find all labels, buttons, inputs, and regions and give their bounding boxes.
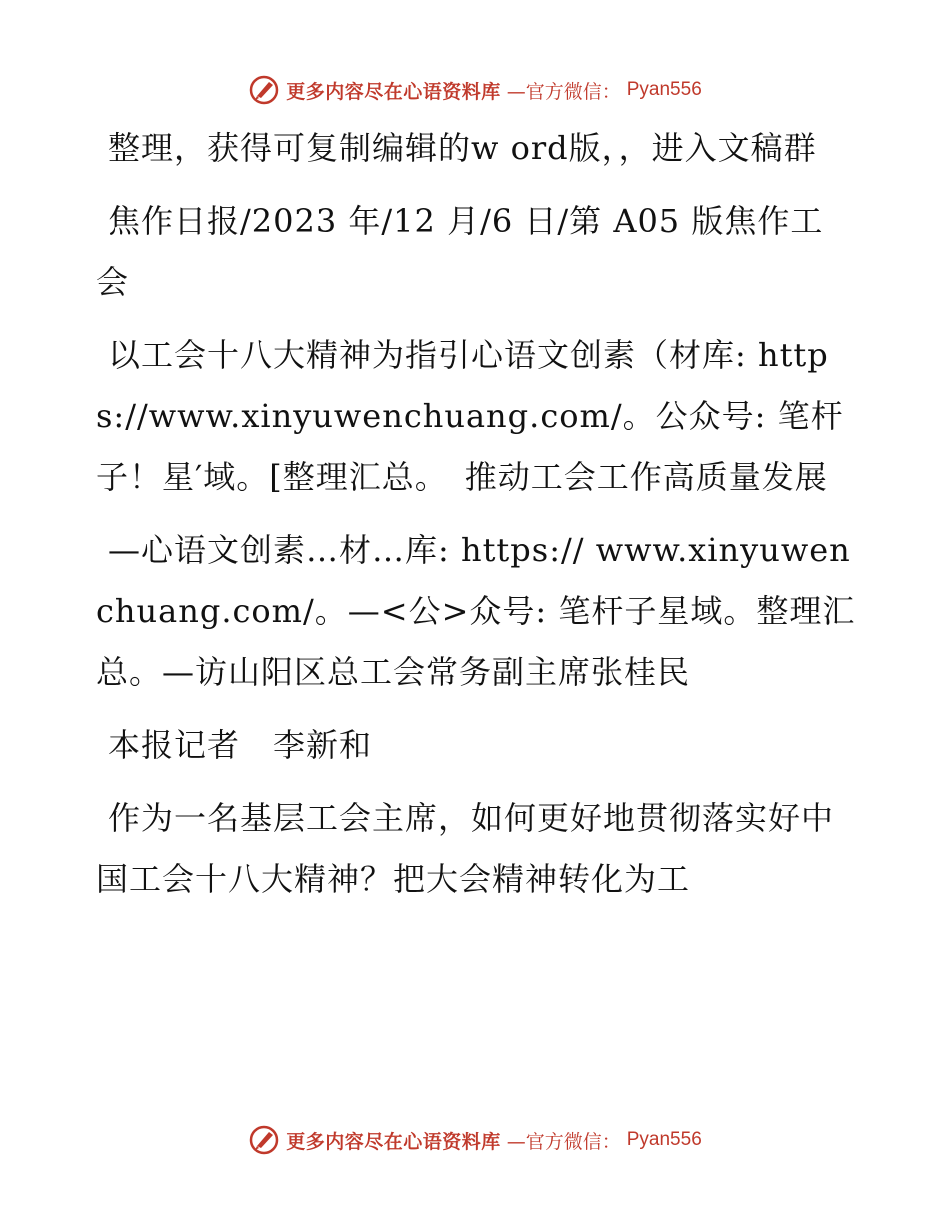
paragraph-intro: 整理，获得可复制编辑的w ord版，，进入文稿群: [108, 129, 817, 167]
logo-icon: [248, 74, 280, 106]
logo-icon: [248, 1124, 280, 1156]
paragraph-title: 以工会十八大精神为指引心语文创素（材库: https://www.xinyuwenchuang.com/。公众号: 笔杆子！星′域。[整理汇总。 推动工会工作高质量发展: [96, 336, 844, 496]
header-watermark-banner: [0, 70, 950, 110]
banner-wechat-label: —官方微信：: [506, 1130, 621, 1153]
paragraph-source: 焦作日报/2023 年/12 月/6 日/第 A05 版焦作工会: [96, 202, 824, 301]
banner-wechat-label: —官方微信：: [506, 80, 621, 103]
banner-text: 更多内容尽在心语资料库: [286, 1130, 501, 1153]
footer-watermark-banner: [0, 1120, 950, 1160]
document-body: [96, 118, 856, 922]
banner-wechat-id: Pyan556: [626, 1129, 702, 1150]
paragraph-subtitle: —心语文创素…材…库: https:// www.xinyuwenchuang.com/。—<公>众号: 笔杆子星域。整理汇总。—访山阳区总工会常务副主席张桂民: [96, 531, 856, 691]
banner-wechat-id: Pyan556: [626, 79, 702, 100]
banner-text: 更多内容尽在心语资料库: [286, 80, 501, 103]
paragraph-byline: 本报记者 李新和: [108, 726, 373, 764]
paragraph-body: 作为一名基层工会主席，如何更好地贯彻落实好中国工会十八大精神？把大会精神转化为工: [96, 799, 835, 898]
